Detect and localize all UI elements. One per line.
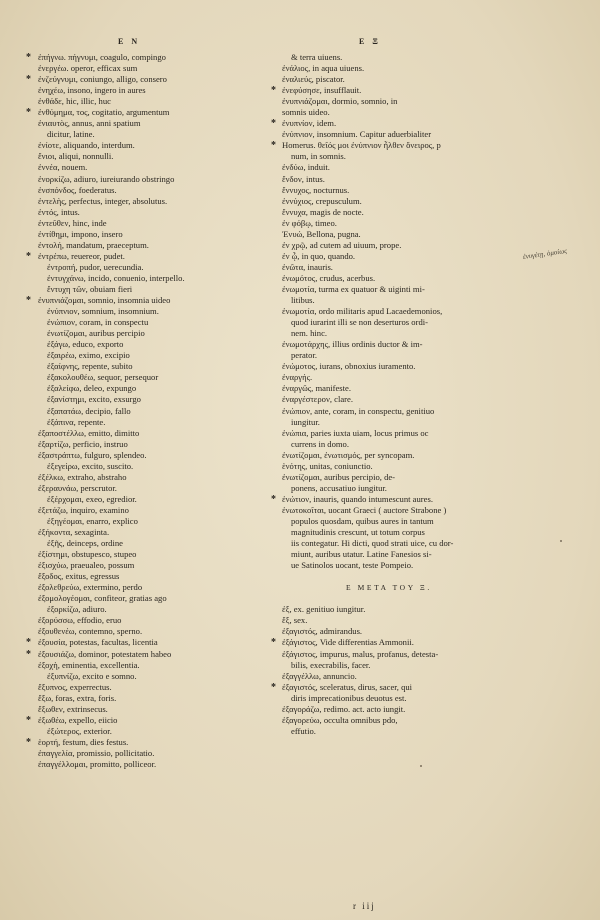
- dictionary-entry-line: [282, 96, 507, 107]
- dictionary-entry-line: [282, 538, 507, 549]
- entry-text: ἐνύπνιον, somnium, insomnium.: [47, 306, 159, 317]
- entry-text: ἐξίστημι, obstupesco, stupeo: [38, 549, 137, 560]
- dictionary-entry-line: [282, 505, 507, 516]
- asterisk-marker-icon: *: [26, 637, 31, 649]
- entry-text: ἐντελὴς, perfectus, integer, absolutus.: [38, 195, 168, 206]
- asterisk-marker-icon: *: [26, 736, 31, 748]
- dictionary-entry-line: [38, 582, 270, 593]
- entry-text: ἔννυχος, nocturnus.: [282, 184, 350, 195]
- entry-text: ἐξαγοράζω, redimo. act. acto iungit.: [282, 703, 406, 714]
- dictionary-entry-line: [38, 406, 270, 417]
- entry-text: ἐξουθενέω, contemno, sperno.: [38, 626, 143, 637]
- dictionary-entry-line: [282, 671, 507, 682]
- dictionary-entry-line: [282, 273, 507, 284]
- dictionary-entry-line: [26, 714, 270, 726]
- asterisk-marker-icon: *: [26, 250, 31, 262]
- dictionary-entry-line: [282, 417, 507, 428]
- entry-text: ἐξετάζω, inquiro, examino: [38, 504, 129, 515]
- entry-text: ἐντεῦθεν, hinc, inde: [38, 217, 107, 228]
- entry-text: ἐξορκίζω, adiuro.: [47, 604, 107, 615]
- entry-text: dicitur, latine.: [47, 129, 95, 140]
- dictionary-entry-line: [282, 251, 507, 262]
- right-column: [271, 52, 507, 737]
- asterisk-marker-icon: *: [26, 74, 31, 86]
- entry-text: ἐξισχύω, praeualeo, possum: [38, 560, 135, 571]
- dictionary-entry-line: [38, 527, 270, 538]
- entry-text: ἐξαστράπτω, fulguro, splendeo.: [38, 449, 147, 460]
- entry-text: ἐντυγχάνω, incido, conuenio, interpello.: [47, 272, 185, 283]
- dictionary-entry-line: [38, 538, 270, 549]
- dictionary-entry-line: [38, 626, 270, 637]
- dictionary-entry-line: [38, 151, 270, 162]
- entry-text: ἔξυπνος, experrectus.: [38, 681, 112, 692]
- entry-text: ἐξανίστημι, excito, exsurgo: [47, 394, 141, 405]
- signature-mark: r iij: [353, 901, 376, 911]
- entry-text: ἐνωτίζομαι, ἐνωτισμός, per syncopam.: [282, 449, 415, 460]
- asterisk-marker-icon: *: [26, 295, 31, 307]
- entry-text: ἐξῆς, deinceps, ordine: [47, 538, 123, 549]
- margin-annotation: ἐνυγέτῃ, ὁμοίως: [522, 246, 568, 261]
- dictionary-entry-line: [282, 472, 507, 483]
- dictionary-entry-line: [38, 472, 270, 483]
- entry-text: ἐνωτοκοῖται, uocant Graeci ( auctore Strabone ): [282, 504, 447, 515]
- entry-text: ἐνύπνιον, insomnium. Capitur aduerbialiter: [282, 129, 432, 140]
- entry-text: ἐξεγείρω, excito, suscito.: [47, 460, 134, 471]
- dictionary-entry-line: [282, 174, 507, 185]
- entry-text: ἔξω, foras, extra, foris.: [38, 692, 117, 703]
- entry-text: ἐξαγιστός, sceleratus, dirus, sacer, qui: [282, 681, 413, 692]
- entry-text: ἐνθύμημα, τος, cogitatio, argumentum: [38, 107, 170, 118]
- entry-text: ἐντός, intus.: [38, 206, 80, 217]
- running-head-left: E N: [118, 37, 141, 46]
- dictionary-entry-line: [38, 505, 270, 516]
- dictionary-entry-line: [282, 262, 507, 273]
- dictionary-entry-line: [38, 450, 270, 461]
- asterisk-marker-icon: *: [271, 118, 276, 130]
- asterisk-marker-icon: *: [26, 648, 31, 660]
- dictionary-entry-line: [282, 328, 507, 339]
- dictionary-entry-line: [38, 317, 270, 328]
- dictionary-entry-line: [282, 372, 507, 383]
- section-heading: E META TOY Ξ.: [346, 583, 432, 593]
- blank-line: [282, 571, 507, 582]
- dictionary-entry-line: [38, 394, 270, 405]
- dictionary-entry-line: [282, 549, 507, 560]
- dictionary-entry-line: [38, 516, 270, 527]
- dictionary-entry-line: [282, 406, 507, 417]
- dictionary-entry-line: [282, 516, 507, 527]
- dictionary-entry-line: [26, 648, 270, 660]
- entry-text: ἐξώτερος, exterior.: [47, 725, 112, 736]
- dictionary-entry-line: [282, 229, 507, 240]
- dictionary-entry-line: [282, 527, 507, 538]
- dictionary-entry-line: [38, 63, 270, 74]
- entry-text: ἐξαπατάω, decipio, fallo: [47, 405, 131, 416]
- entry-text: bilis, execrabilis, facer.: [291, 659, 371, 670]
- entry-text: ἐνηχέω, insono, ingero in aures: [38, 85, 146, 96]
- entry-text: ἐνωμοτάρχης, illius ordinis ductor & im-: [282, 339, 423, 350]
- dictionary-entry-line: [38, 549, 270, 560]
- entry-text: diris imprecationibus deuotus est.: [291, 692, 407, 703]
- entry-text: litibus.: [291, 295, 315, 306]
- dictionary-entry-line: [38, 229, 270, 240]
- entry-text: ἐξολεθρεύω, extermino, perdo: [38, 582, 143, 593]
- dictionary-entry-line: [282, 63, 507, 74]
- entry-text: ἐνιαυτὸς, annus, anni spatium: [38, 118, 141, 129]
- dictionary-entry-line: [282, 162, 507, 173]
- entry-text: ἐξουσία, potestas, facultas, licentia: [38, 637, 158, 648]
- left-column: [26, 52, 270, 770]
- entry-text: perator.: [291, 350, 318, 361]
- dictionary-entry-line: [38, 273, 270, 284]
- dictionary-entry-line: [38, 693, 270, 704]
- entry-text: ἐξαγγέλλω, annuncio.: [282, 670, 357, 681]
- entry-text: ἐξαρτίζω, perficio, instruo: [38, 438, 128, 449]
- entry-text: ἐξαγιστός, admirandus.: [282, 626, 363, 637]
- dictionary-entry-line: [271, 493, 507, 505]
- entry-text: currens in domo.: [291, 438, 349, 449]
- dictionary-entry-line: [282, 726, 507, 737]
- dictionary-entry-line: [271, 85, 507, 97]
- dictionary-entry-line: [38, 571, 270, 582]
- dictionary-entry-line: [282, 107, 507, 118]
- dictionary-entry-line: [282, 295, 507, 306]
- entry-text: ἐν ᾧ, in quo, quando.: [282, 250, 356, 261]
- entry-text: ἐνορκίζω, adiuro, iureiurando obstringo: [38, 173, 175, 184]
- dictionary-entry-line: [282, 626, 507, 637]
- entry-text: ἐναργής.: [282, 372, 313, 383]
- dictionary-entry-line: [38, 704, 270, 715]
- entry-text: ἐνυπνιάζομαι, dormio, somnio, in: [282, 96, 398, 107]
- dictionary-entry-line: [38, 339, 270, 350]
- entry-text: ἐνωτίζομαι, auribus percipio: [47, 328, 145, 339]
- entry-text: ἑορτή, festum, dies festus.: [38, 736, 129, 747]
- dictionary-entry-line: [282, 428, 507, 439]
- dictionary-entry-line: [38, 185, 270, 196]
- dictionary-entry-line: [38, 118, 270, 129]
- dictionary-entry-line: [38, 615, 270, 626]
- entry-text: iis contegatur. Hi dicti, quod strati uice, cu dor-: [291, 538, 454, 549]
- dictionary-entry-line: [38, 483, 270, 494]
- dictionary-entry-line: [38, 428, 270, 439]
- entry-text: magnitudinis crescunt, ut totum corpus: [291, 527, 425, 538]
- dictionary-entry-line: [282, 207, 507, 218]
- dictionary-entry-line: [282, 461, 507, 472]
- entry-text: ἐξαίφνης, repente, subito: [47, 361, 133, 372]
- entry-text: ἐν φόβῳ, timeo.: [282, 217, 337, 228]
- dictionary-entry-line: [38, 604, 270, 615]
- entry-text: ἐντρέπω, reuereor, pudet.: [38, 250, 125, 261]
- entry-text: ἐνζεύγνυμι, coniungo, alligo, consero: [38, 74, 167, 85]
- entry-text: ἐξυπνίζω, excito e somno.: [47, 670, 137, 681]
- dictionary-entry-line: [26, 736, 270, 748]
- asterisk-marker-icon: *: [26, 714, 31, 726]
- dictionary-entry-line: [282, 649, 507, 660]
- entry-text: ἐναργέστερον, clare.: [282, 394, 353, 405]
- entry-text: ἐξακολουθέω, sequor, persequor: [47, 372, 159, 383]
- entry-text: ἐν χρῷ, ad cutem ad uiuum, prope.: [282, 239, 402, 250]
- dictionary-entry-line: [282, 483, 507, 494]
- asterisk-marker-icon: *: [271, 681, 276, 693]
- dictionary-entry-line: [38, 361, 270, 372]
- dictionary-entry-line: [271, 140, 507, 152]
- entry-text: & terra uiuens.: [291, 52, 343, 62]
- dictionary-entry-line: [282, 604, 507, 615]
- dictionary-entry-line: [271, 681, 507, 693]
- dictionary-entry-line: [282, 693, 507, 704]
- entry-text: ἐνάλιος, in aqua uiuens.: [282, 63, 365, 74]
- dictionary-entry-line: [38, 262, 270, 273]
- dictionary-entry-line: [38, 162, 270, 173]
- dictionary-entry-line: [282, 185, 507, 196]
- entry-text: ἐνυπνίον, idem.: [282, 118, 337, 129]
- dictionary-entry-line: [38, 196, 270, 207]
- asterisk-marker-icon: *: [271, 85, 276, 97]
- entry-text: ἐνεφύσησε, insufflauit.: [282, 85, 362, 96]
- entry-text: ἐπαγγελία, promissio, pollicitatio.: [38, 747, 155, 758]
- entry-text: ἐνωμοτία, ordo militaris apud Lacaedemonios,: [282, 306, 443, 317]
- dictionary-entry-line: [38, 284, 270, 295]
- dictionary-entry-line: [282, 383, 507, 394]
- entry-text: ue Satinolos uocant, teste Pompeio.: [291, 560, 414, 571]
- dictionary-entry-line: [38, 748, 270, 759]
- dictionary-entry-line: [282, 450, 507, 461]
- entry-text: ἐνώτιον, inauris, quando intumescunt aures.: [282, 493, 433, 504]
- entry-text: ἐντροπή, pudor, uerecundia.: [47, 261, 144, 272]
- paper-speck: [560, 540, 562, 542]
- dictionary-entry-line: [282, 218, 507, 229]
- asterisk-marker-icon: *: [26, 107, 31, 119]
- entry-text: ἐξωθέω, expello, eiicio: [38, 714, 118, 725]
- entry-text: ἐννύχιος, crepusculum.: [282, 195, 362, 206]
- dictionary-entry-line: [38, 96, 270, 107]
- dictionary-entry-line: [38, 328, 270, 339]
- dictionary-entry-line: [26, 52, 270, 63]
- dictionary-entry-line: [38, 383, 270, 394]
- dictionary-entry-line: [282, 52, 507, 63]
- dictionary-entry-line: [38, 671, 270, 682]
- dictionary-entry-line: [38, 306, 270, 317]
- dictionary-entry-line: [38, 560, 270, 571]
- entry-text: ἔνιοι, aliqui, nonnulli.: [38, 151, 114, 162]
- dictionary-entry-line: [38, 660, 270, 671]
- entry-text: ἐντίθημι, impono, insero: [38, 228, 123, 239]
- asterisk-marker-icon: *: [271, 140, 276, 152]
- dictionary-entry-line: [38, 593, 270, 604]
- entry-text: ἐξάπινα, repente.: [47, 416, 106, 427]
- entry-text: ἔντυχη τῶν, obuiam fieri: [47, 283, 133, 294]
- entry-text: ἐνεργέω. operor, efficax sum: [38, 63, 138, 74]
- entry-text: ἐπαγγέλλομαι, promitto, polliceor.: [38, 759, 157, 769]
- dictionary-entry-line: [282, 284, 507, 295]
- entry-text: ἐξάγω, educo, exporto: [47, 339, 124, 350]
- entry-text: ἐξοχὴ, eminentia, excellentia.: [38, 659, 140, 670]
- dictionary-entry-line: [26, 295, 270, 307]
- dictionary-entry-line: [282, 704, 507, 715]
- dictionary-entry-line: [26, 637, 270, 649]
- dictionary-entry-line: [282, 361, 507, 372]
- blank-line: [282, 593, 507, 604]
- entry-text: iungitur.: [291, 416, 320, 427]
- dictionary-entry-line: [282, 394, 507, 405]
- entry-text: ἐνωμότος, crudus, acerbus.: [282, 272, 376, 283]
- dictionary-entry-line: [38, 350, 270, 361]
- entry-text: quod iurarint illi se non deserturos ordi-: [291, 317, 428, 328]
- entry-text: ἐνώπια, paries iuxta uiam, locus primus oc: [282, 427, 429, 438]
- dictionary-entry-line: [282, 339, 507, 350]
- entry-text: ἐξαποστέλλω, emitto, dimitto: [38, 427, 140, 438]
- entry-text: ἐναργῶς, manifeste.: [282, 383, 351, 394]
- dictionary-entry-line: [38, 240, 270, 251]
- entry-text: ἐνῶτα, inauris.: [282, 261, 333, 272]
- entry-text: ἐναλιεύς, piscator.: [282, 74, 345, 85]
- entry-text: ἐξέλκω, extraho, abstraho: [38, 471, 127, 482]
- asterisk-marker-icon: *: [26, 52, 31, 63]
- dictionary-entry-line: [38, 726, 270, 737]
- dictionary-entry-line: [38, 439, 270, 450]
- dictionary-entry-line: [282, 660, 507, 671]
- entry-text: ἐξηγέομαι, enarro, explico: [47, 515, 138, 526]
- entry-text: populos quosdam, quibus aures in tantum: [291, 515, 434, 526]
- entry-text: ἐνώπιον, ante, coram, in conspectu, genitiuo: [282, 405, 435, 416]
- running-head-right: E Ξ: [359, 37, 381, 46]
- entry-text: ἐνσπόνδος, foederatus.: [38, 184, 117, 195]
- entry-text: ἐξαλείφω, deleo, expungo: [47, 383, 137, 394]
- entry-text: ἐξαγορεύω, occulta omnibus pdo,: [282, 714, 398, 725]
- entry-text: ἐνωμοτία, turma ex quatuor & uiginti mi-: [282, 283, 425, 294]
- dictionary-entry-line: [38, 682, 270, 693]
- entry-text: ponens, accusatiuo iungitur.: [291, 482, 387, 493]
- dictionary-entry-line: [38, 759, 270, 770]
- asterisk-marker-icon: *: [271, 637, 276, 649]
- entry-text: ἑνότης, unitas, coniunctio.: [282, 460, 373, 471]
- entry-text: Homerus. θεῖός μοι ἐνύπνιον ἦλθεν ὄνειρος, p: [282, 140, 441, 151]
- dictionary-entry-line: [38, 372, 270, 383]
- entry-text: ἐντολή, mandatum, praeceptum.: [38, 239, 149, 250]
- entry-text: ἐνθάδε, hic, illic, huc: [38, 96, 111, 107]
- dictionary-entry-line: [26, 250, 270, 262]
- dictionary-entry-line: [282, 129, 507, 140]
- entry-text: ἐπήγνω. πήγνυμι, coagulo, compingo: [38, 52, 166, 62]
- entry-text: ἐνίοτε, aliquando, interdum.: [38, 140, 135, 151]
- entry-text: ἐξομολογέομαι, confiteor, gratias ago: [38, 593, 167, 604]
- dictionary-entry-line: [38, 207, 270, 218]
- dictionary-entry-line: [282, 350, 507, 361]
- entry-text: ἐξάγιστος, impurus, malus, profanus, detesta-: [282, 648, 439, 659]
- dictionary-entry-line: [38, 85, 270, 96]
- dictionary-entry-line: [282, 151, 507, 162]
- paper-speck: [420, 765, 422, 767]
- entry-text: num, in somnis.: [291, 151, 346, 162]
- entry-text: effutio.: [291, 725, 316, 736]
- dictionary-entry-line: [38, 218, 270, 229]
- entry-text: ἐνώπιον, coram, in conspectu: [47, 317, 149, 328]
- entry-text: ἔνδον, intus.: [282, 173, 325, 184]
- dictionary-entry-line: [282, 74, 507, 85]
- entry-text: ἔξοδος, exitus, egressus: [38, 571, 120, 582]
- entry-text: ἐξορύσσω, effodio, eruo: [38, 615, 122, 626]
- dictionary-entry-line: [38, 417, 270, 428]
- entry-text: ἐξουσιάζω, dominor, potestatem habeo: [38, 648, 172, 659]
- dictionary-entry-line: [38, 461, 270, 472]
- entry-text: ἐξέρχομαι, exeo, egredior.: [47, 493, 137, 504]
- entry-text: ἐξ, ex. genitiuo iungitur.: [282, 604, 366, 615]
- dictionary-entry-line: [38, 129, 270, 140]
- dictionary-entry-line: [282, 560, 507, 571]
- dictionary-entry-line: [26, 107, 270, 119]
- entry-text: ἐξάγιστος, Vide differentias Ammonii.: [282, 637, 414, 648]
- entry-text: ἐνωτίζομαι, auribus percipio, de-: [282, 471, 396, 482]
- entry-text: ἐξεραυνάω, perscrutor.: [38, 482, 117, 493]
- entry-text: ἐνυπνιάζομαι, somnio, insomnia uideo: [38, 295, 171, 306]
- entry-text: ἕξ, sex.: [282, 615, 308, 626]
- entry-text: nem. hinc.: [291, 328, 328, 339]
- dictionary-entry-line: [38, 174, 270, 185]
- dictionary-entry-line: [282, 317, 507, 328]
- dictionary-entry-line: [282, 240, 507, 251]
- entry-text: ἐνώμοτος, iurans, obnoxius iuramento.: [282, 361, 416, 372]
- dictionary-entry-line: [282, 306, 507, 317]
- entry-text: ἔννυχα, magis de nocte.: [282, 206, 364, 217]
- entry-text: ἐνδύω, induit.: [282, 162, 330, 173]
- dictionary-entry-line: [282, 439, 507, 450]
- dictionary-entry-line: [282, 615, 507, 626]
- entry-text: Ἐνυώ, Bellona, pugna.: [282, 228, 361, 239]
- dictionary-entry-line: [271, 118, 507, 130]
- entry-text: ἐννέα, nouem.: [38, 162, 88, 173]
- entry-text: miunt, auribus utatur. Latine Fanesios si-: [291, 549, 432, 560]
- dictionary-entry-line: [282, 196, 507, 207]
- entry-text: somnis uideo.: [282, 107, 330, 118]
- dictionary-entry-line: [38, 494, 270, 505]
- dictionary-entry-line: [38, 140, 270, 151]
- entry-text: ἔξωθεν, extrinsecus.: [38, 703, 108, 714]
- dictionary-entry-line: [26, 74, 270, 86]
- dictionary-entry-line: [271, 637, 507, 649]
- asterisk-marker-icon: *: [271, 493, 276, 505]
- entry-text: ἐξήκοντα, sexaginta.: [38, 527, 110, 538]
- dictionary-entry-line: [282, 715, 507, 726]
- entry-text: ἐξαιρέω, eximo, excipio: [47, 350, 130, 361]
